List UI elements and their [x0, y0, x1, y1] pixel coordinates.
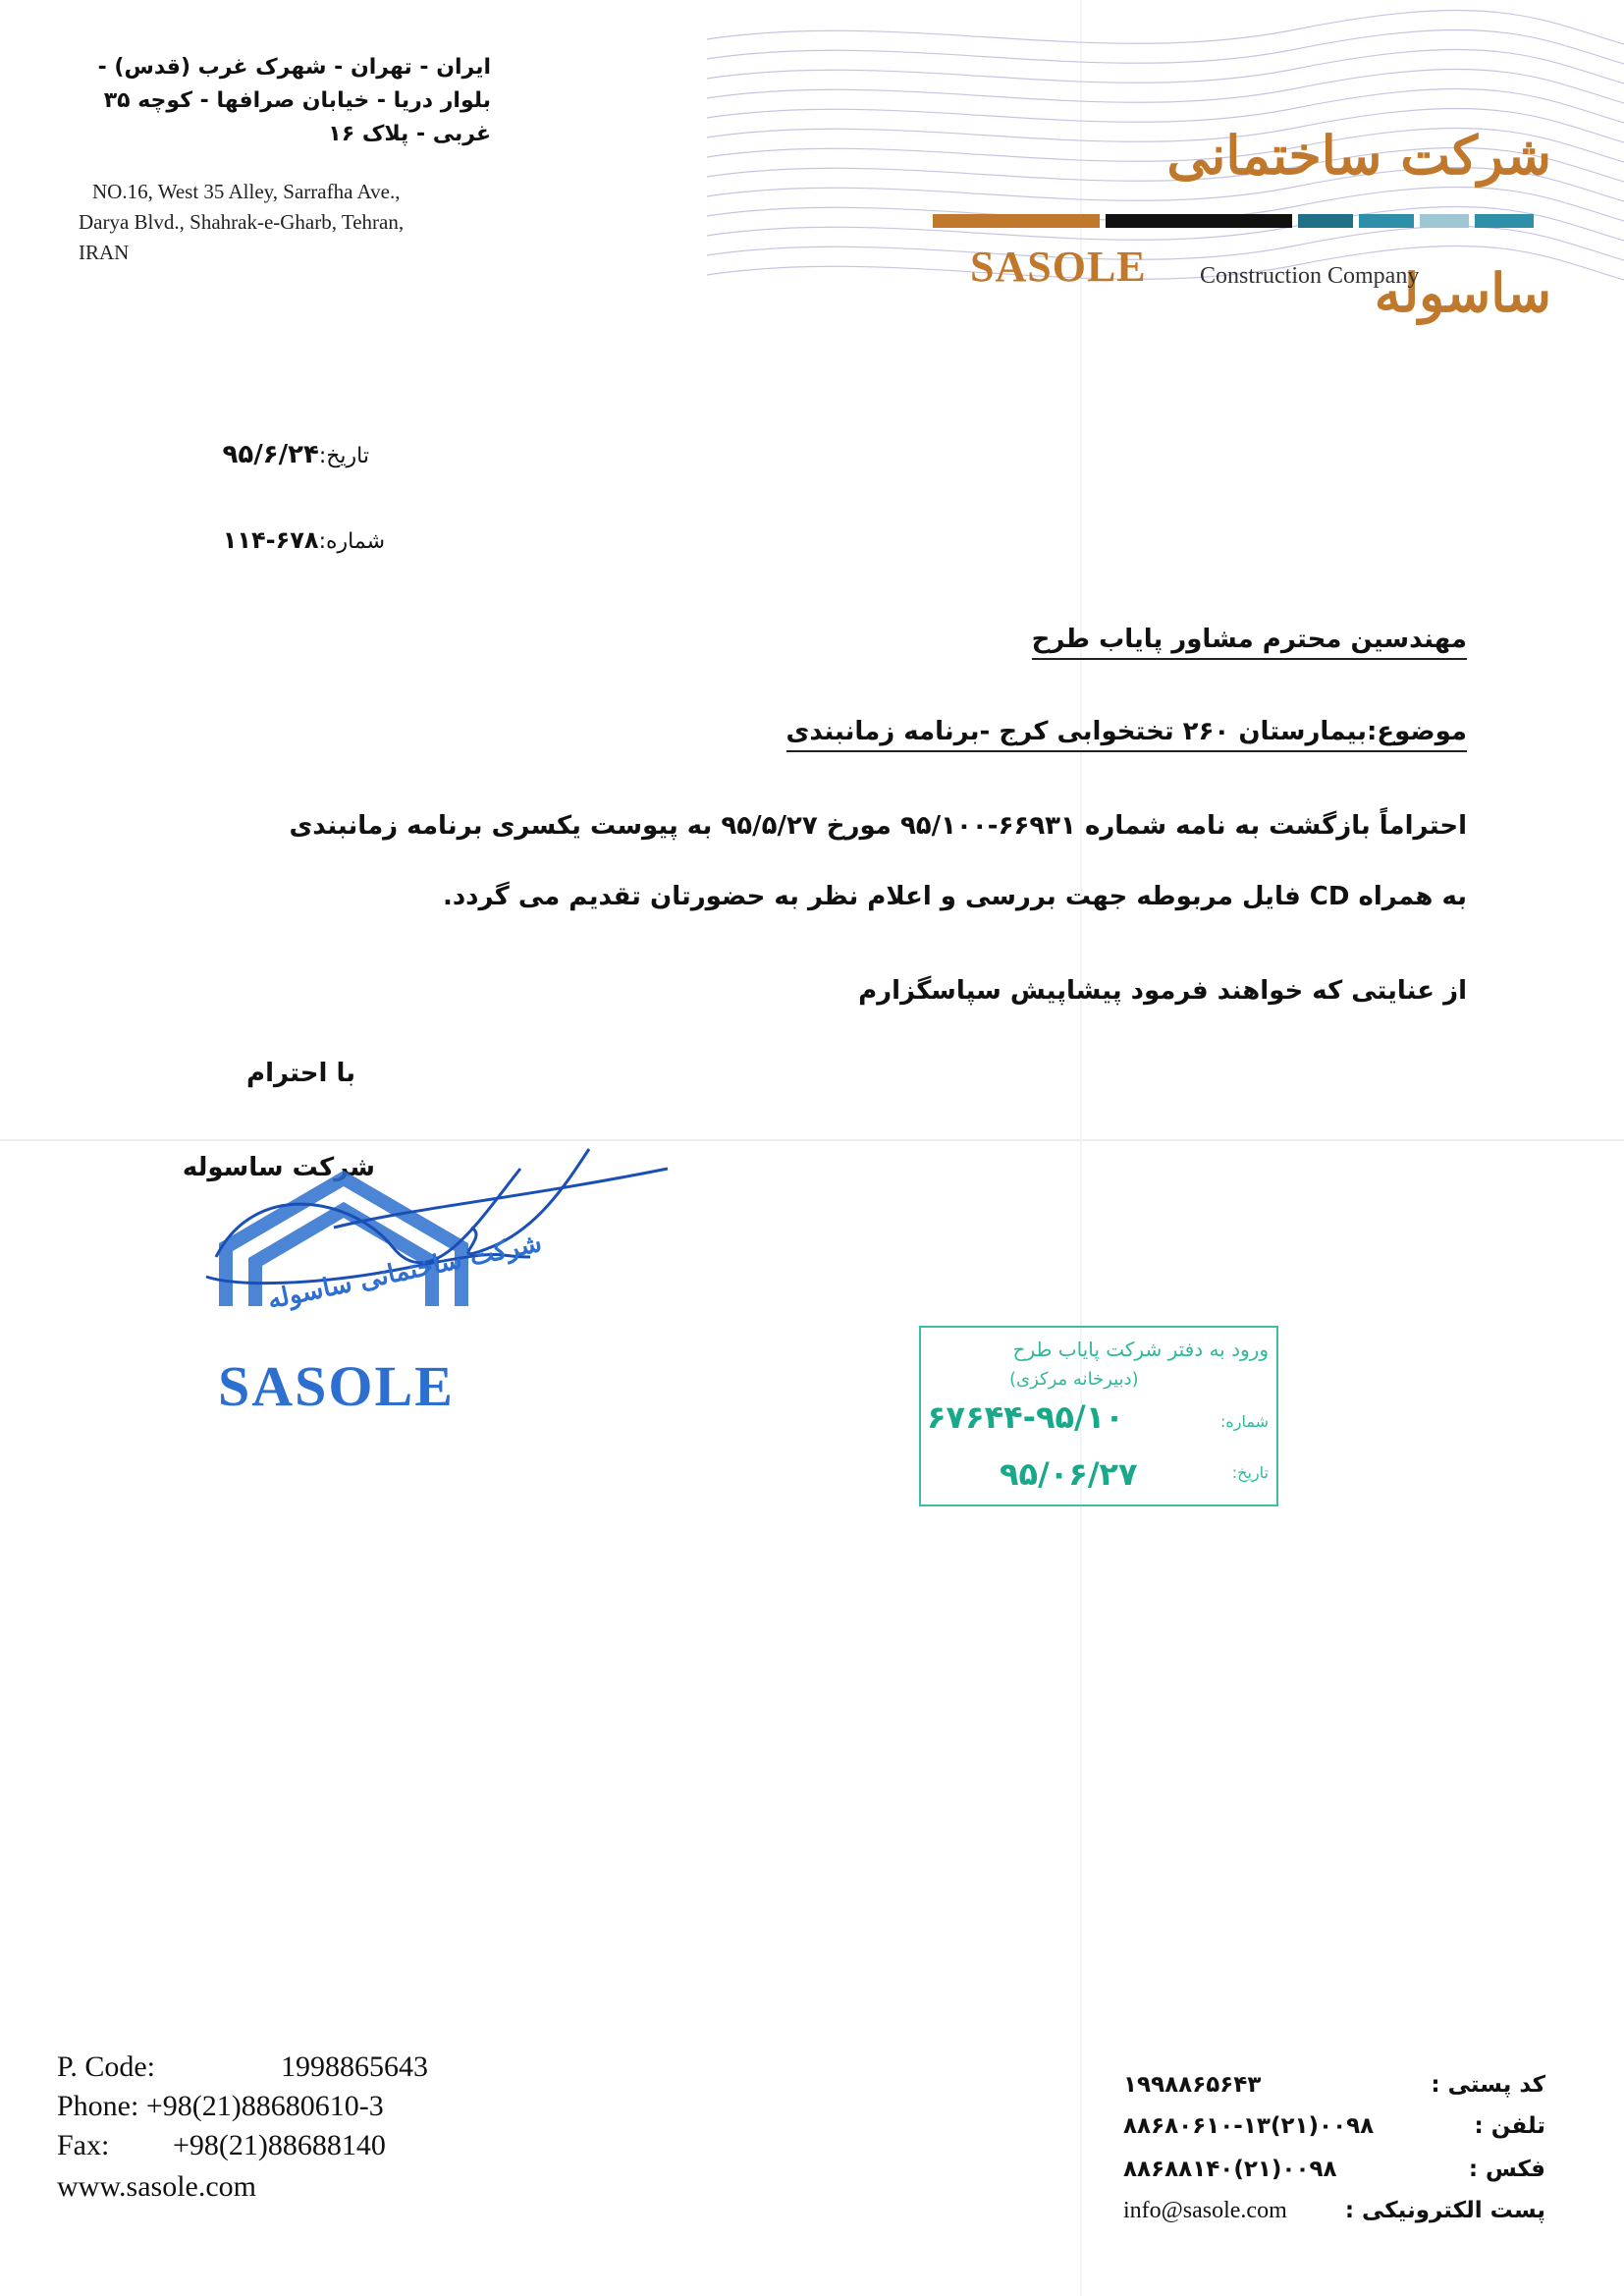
recipient-line	[583, 625, 1467, 654]
date-value: ۹۵/۶/۲۴	[222, 440, 319, 469]
page-fold-line-vertical	[1080, 0, 1082, 2296]
address-en-line: Darya Blvd., Shahrak-e-Gharb, Tehran,	[79, 210, 405, 234]
footer-en-fax	[57, 2129, 386, 2162]
subject-line	[583, 717, 1467, 746]
body-paragraph: از عنایتی که خواهند فرمود پیشاپیش سپاسگزارم	[858, 976, 1467, 1006]
received-stamp-date-value: ۹۵/۰۶/۲۷	[1000, 1455, 1138, 1493]
logo-fa-text: شرکت ساختمانی ساسوله	[1166, 124, 1551, 324]
logo-en-subtitle: Construction Company	[1200, 263, 1420, 289]
company-address-fa	[39, 51, 491, 151]
received-stamp-date-label: تاریخ:	[1231, 1463, 1269, 1482]
phone-value-fa: ۰۰۹۸(۲۱)۸۸۶۸۰۶۱۰-۱۳	[1123, 2113, 1375, 2139]
received-stamp-title: ورود به دفتر شرکت پایاب طرح	[1012, 1338, 1269, 1361]
address-en-line: IRAN	[79, 241, 130, 264]
email-value[interactable]: info@sasole.com	[1123, 2198, 1287, 2223]
address-fa-line: غربی - پلاک ۱۶	[328, 122, 491, 146]
received-stamp	[919, 1326, 1278, 1506]
letter-number	[90, 526, 385, 554]
company-address-en	[79, 177, 404, 268]
date-label: تاریخ:	[318, 444, 369, 468]
company-stamp-en-text: SASOLE	[218, 1354, 455, 1418]
fax-label: Fax:	[57, 2129, 110, 2161]
pcode-value-fa: ۱۹۹۸۸۶۵۶۴۳	[1123, 2072, 1262, 2098]
fax-value-fa: ۰۰۹۸(۲۱)۸۸۶۸۸۱۴۰	[1123, 2157, 1337, 2182]
address-fa-line: ایران - تهران - شهرک غرب (قدس) -	[97, 55, 491, 80]
pcode-label-fa: کد پستی :	[1431, 2072, 1545, 2098]
received-stamp-subtitle: (دبیرخانه مرکزی)	[1009, 1369, 1139, 1390]
phone-label-fa: تلفن :	[1474, 2113, 1545, 2139]
closing: با احترام	[246, 1059, 355, 1088]
phone-value: +98(21)88680610-3	[145, 2090, 384, 2122]
recipient: مهندسین محترم مشاور پایاب طرح	[1032, 625, 1467, 660]
pcode-label: P. Code:	[57, 2050, 156, 2083]
logo-color-bar	[933, 214, 1534, 228]
footer-fa-phone	[1074, 2113, 1545, 2139]
footer-fa-fax	[1074, 2157, 1545, 2182]
footer-fa-email	[1074, 2198, 1545, 2223]
subject: موضوع:بیمارستان ۲۶۰ تختخوابی کرج -برنامه زمانبندی	[786, 717, 1467, 752]
fax-label-fa: فکس :	[1468, 2157, 1545, 2182]
email-label-fa: پست الکترونیکی :	[1344, 2198, 1545, 2223]
number-value: ۶۷۸-۱۱۴	[222, 526, 319, 554]
pcode-value: 1998865643	[281, 2050, 428, 2083]
body-paragraph: به همراه CD فایل مربوطه جهت بررسی و اعلام نظر به حضورتان تقدیم می گردد.	[442, 882, 1467, 911]
received-stamp-number-value: ۶۷۶۴۴-۹۵/۱۰	[927, 1398, 1124, 1436]
footer-fa-pcode	[1074, 2072, 1545, 2098]
phone-label: Phone:	[57, 2090, 139, 2122]
address-fa-line: بلوار دریا - خیابان صرافها - کوچه ۳۵	[103, 88, 491, 113]
footer-en-pcode	[57, 2050, 428, 2084]
received-stamp-number-label: شماره:	[1219, 1412, 1269, 1431]
address-en-line: NO.16, West 35 Alley, Sarrafha Ave.,	[92, 180, 401, 203]
letter-date	[75, 440, 369, 469]
number-label: شماره:	[318, 529, 385, 554]
company-stamp-fa-text: شرکت ساختمانی ساسوله	[265, 1228, 545, 1316]
body-paragraph: احتراماً بازگشت به نامه شماره ۶۶۹۳۱-۹۵/۱۰۰ مورخ ۹۵/۵/۲۷ به پیوست یکسری برنامه زمانبندی	[289, 811, 1467, 841]
signatory-name: شرکت ساسوله	[182, 1153, 375, 1182]
logo-en-text: SASOLE	[970, 243, 1147, 291]
fax-value: +98(21)88688140	[173, 2129, 386, 2161]
footer-en-phone	[57, 2090, 384, 2123]
footer-en-website[interactable]: www.sasole.com	[57, 2170, 257, 2203]
